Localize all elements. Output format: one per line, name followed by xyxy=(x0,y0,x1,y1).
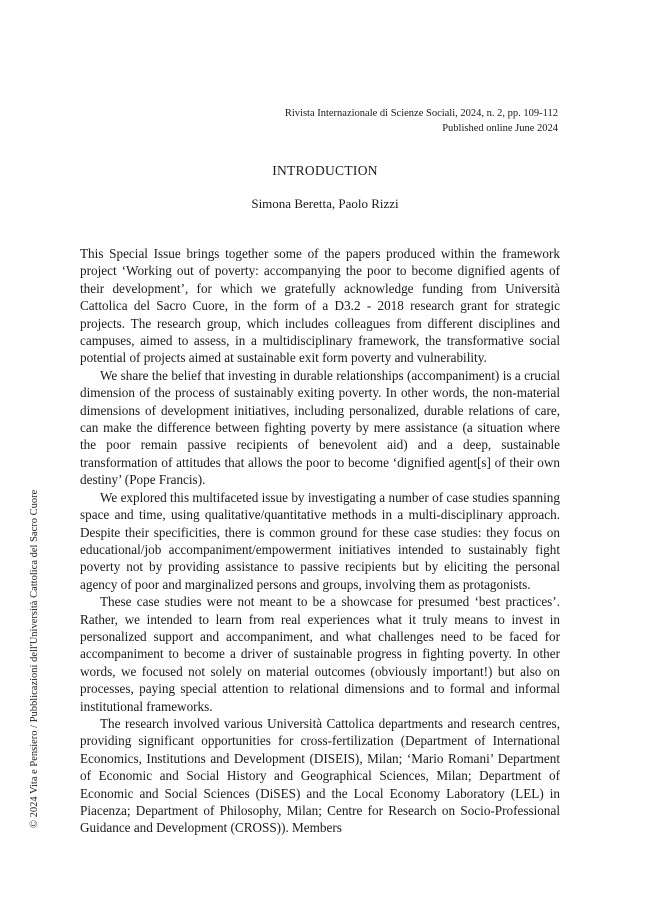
article-authors: Simona Beretta, Paolo Rizzi xyxy=(251,196,399,211)
running-head xyxy=(285,106,558,136)
article-body xyxy=(80,245,560,837)
body-paragraph-3: We explored this multifaceted issue by investigating a number of case studies spanning space and time, using qualitative/quantitative methods in a multi-disciplinary approach. Despite their specificities, there is common ground for these case studies: they focus on educational/job accompaniment/empowerment initiatives intended to sustainably fight poverty not by providing assistance to passive recipients but by eliciting the personal agency of poor and marginalized persons and groups, involving them as protagonists. xyxy=(80,489,560,592)
body-paragraph-2: We share the belief that investing in durable relationships (accompaniment) is a crucial dimension of the process of sustainably exiting poverty. In other words, the non-material dimensions of development initiatives, including personalized, durable relations of care, can make the difference between fighting poverty by mere assistance (a situation where the poor remain passive recipients of benevolent aid) and a deep, sustainable transformation of attitudes that allows the poor to become ‘dignified agent[s] of their own destiny’ (Pope Francis). xyxy=(80,367,560,488)
body-paragraph-5: The research involved various Università Cattolica departments and research centres, providing significant opportunities for cross-fertilization (Department of International Economics, Institutions and Development (DISEIS), Milan; ‘Mario Romani’ Department of Economic and Social History and Geographical Sciences, Milan; Department of Economic and Social Sciences (DiSES) and the Local Economy Laboratory (LEL) in Piacenza; Department of Philosophy, Milan; Centre for Research on Socio-Professional Guidance and Development (CROSS)). Members xyxy=(80,715,560,836)
body-paragraph-4: These case studies were not meant to be a showcase for presumed ‘best practices’. Rather, we intended to learn from real experiences what it truly means to invest in personalized support and accompaniment, and what challenges need to be faced for accompaniment to become a driver of sustainable progress in fighting poverty. In other words, we focused not solely on material outcomes (obviously important!) but also on processes, paying special attention to relational dimensions and to formal and informal institutional frameworks. xyxy=(80,594,560,714)
publication-date: Published online June 2024 xyxy=(442,123,558,134)
body-paragraph-1: This Special Issue brings together some of the papers produced within the framework project ‘Working out of poverty: accompanying the poor to become dignified agents of their development’, for which we gratefully acknowledge funding from Università Cattolica del Sacro Cuore, in the form of a D3.2 - 2018 research grant for strategic projects. The research group, which includes colleagues from different disciplines and campuses, aimed to assess, in a multidisciplinary framework, the transformative social potential of projects aimed at sustainable exit form poverty and vulnerability. xyxy=(80,246,560,366)
article-title: INTRODUCTION xyxy=(272,163,378,178)
copyright-notice: © 2024 Vita e Pensiero / Pubblicazioni dell'Università Cattolica del Sacro Cuore xyxy=(29,489,40,828)
journal-citation: Rivista Internazionale di Scienze Sociali, 2024, n. 2, pp. 109-112 xyxy=(284,108,558,119)
